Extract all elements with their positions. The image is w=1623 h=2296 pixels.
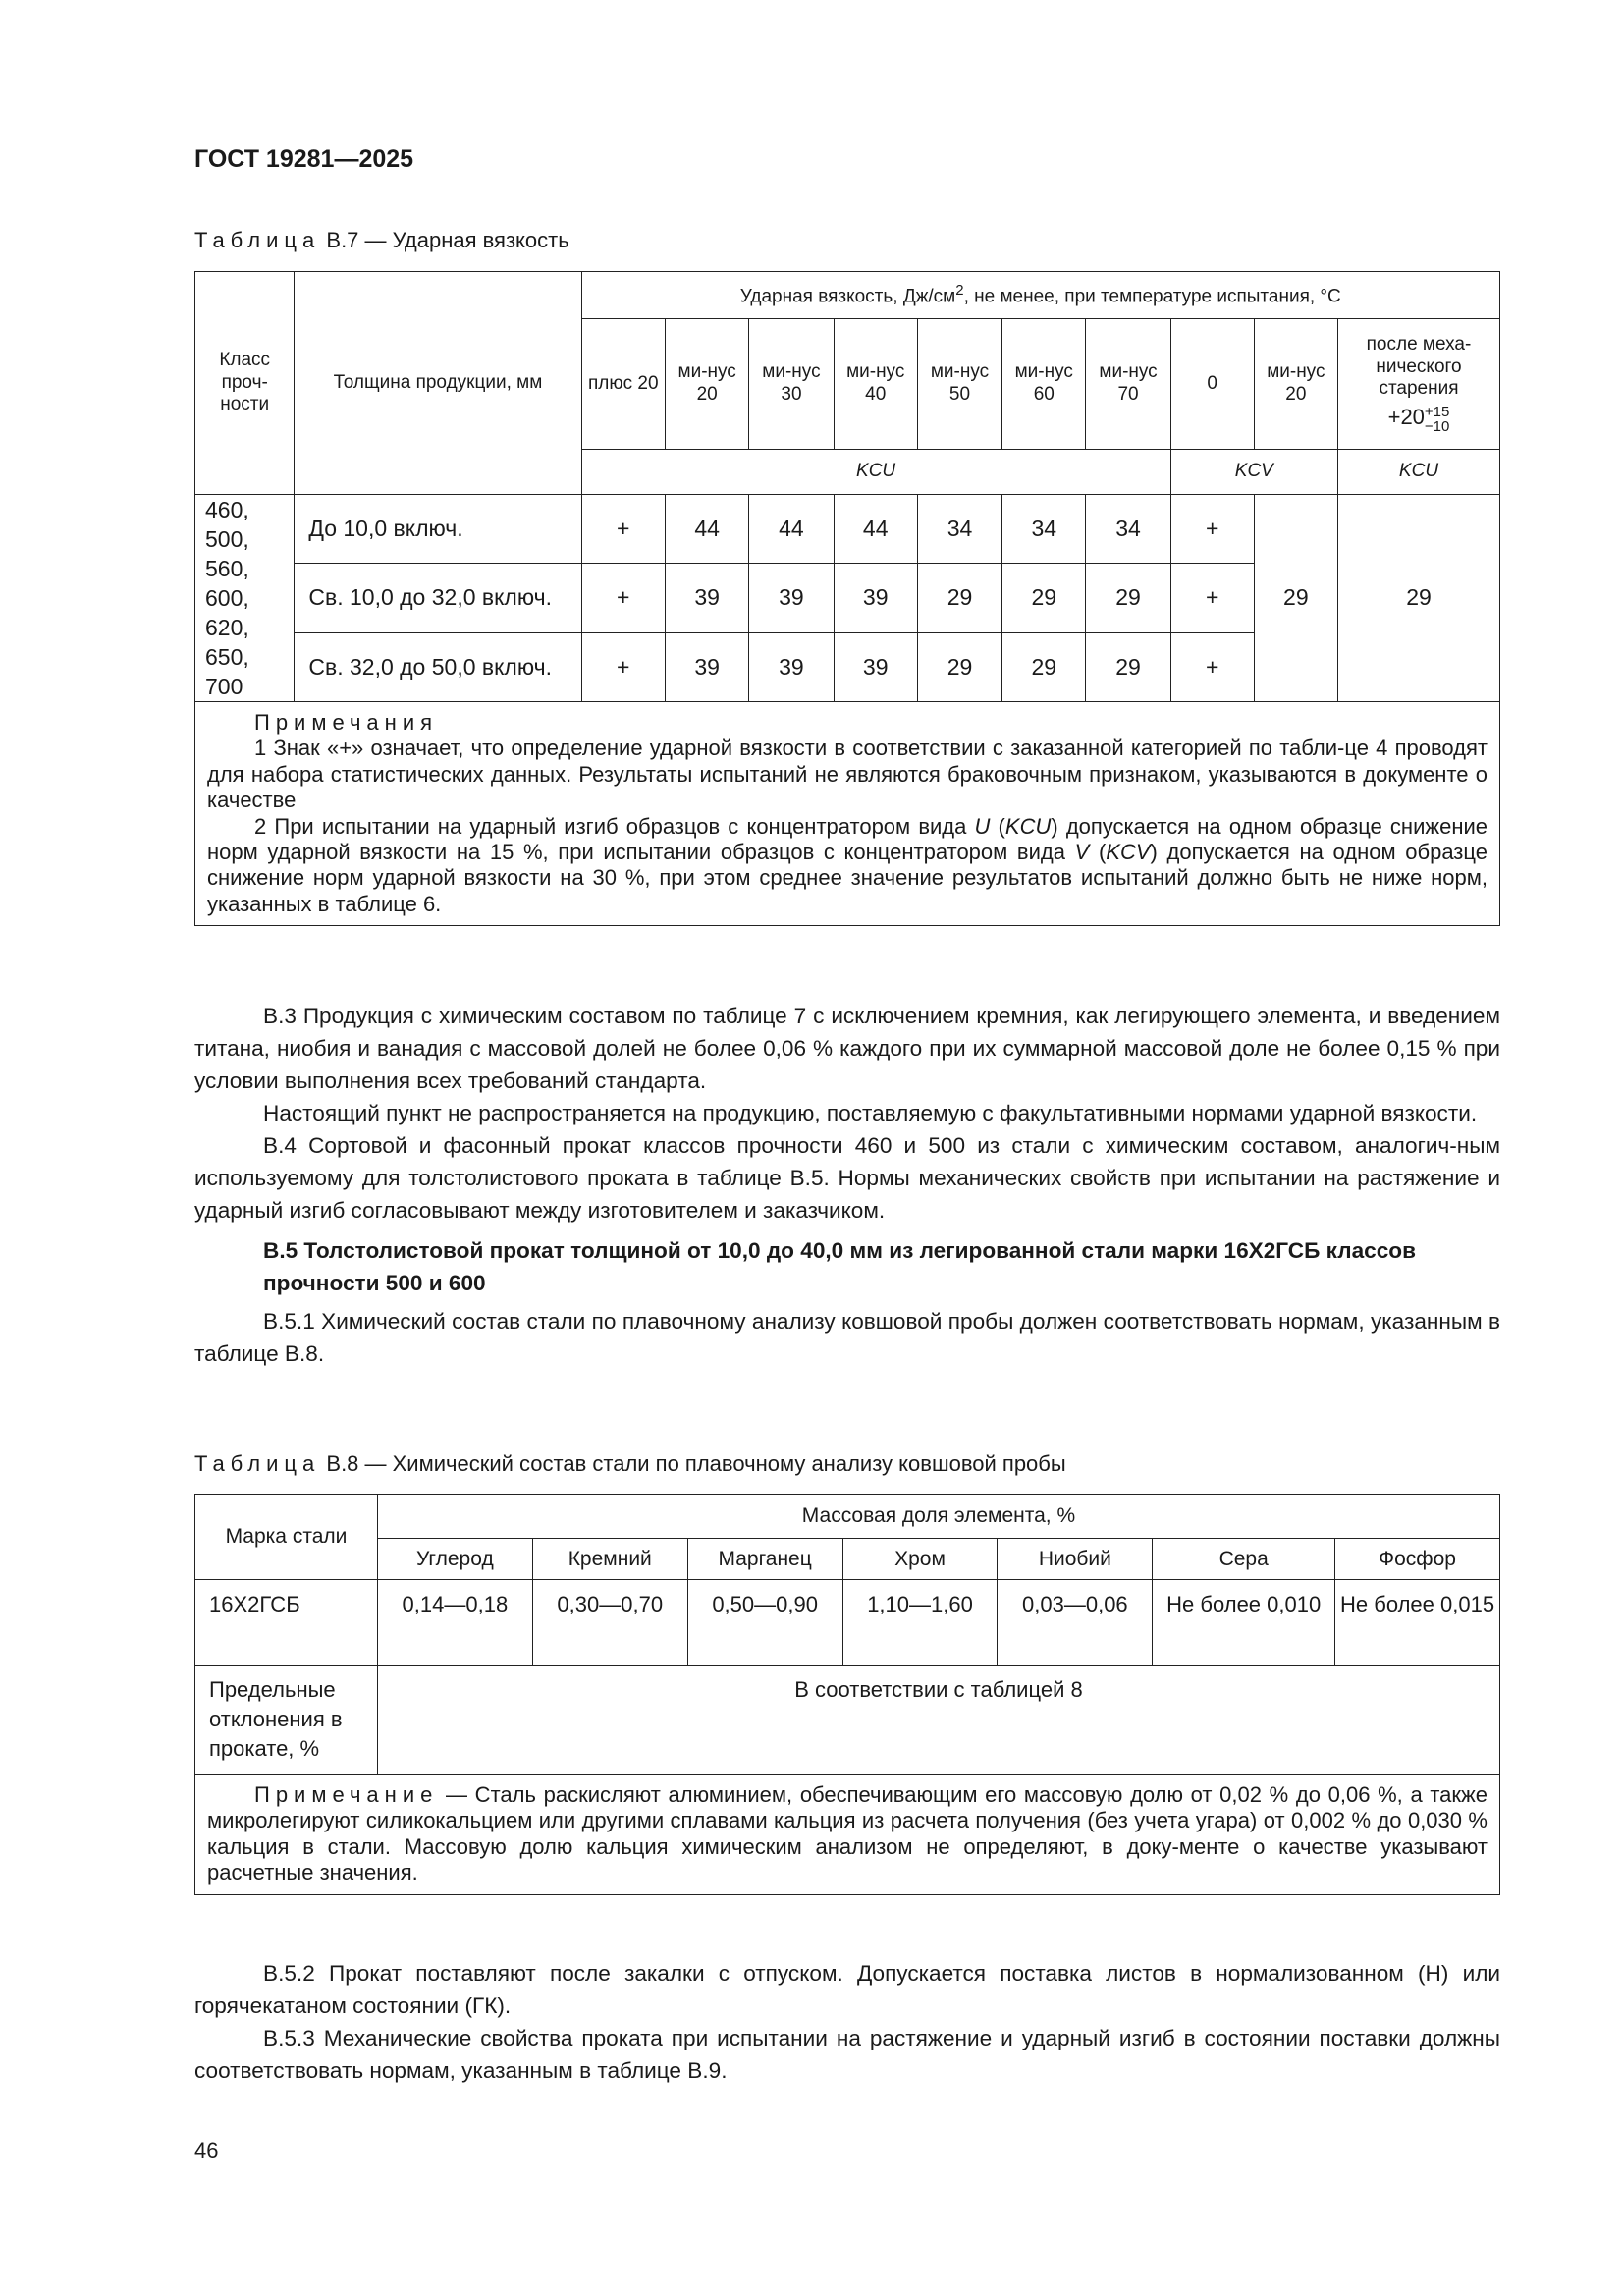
temp-header: ми-нус 20	[666, 319, 749, 450]
element-header: Хром	[842, 1539, 998, 1580]
caption-text: В.8 — Химический состав стали по плавочному анализу ковшовой пробы	[326, 1451, 1066, 1476]
value-cell: 29	[917, 632, 1001, 701]
thickness-cell: Св. 32,0 до 50,0 включ.	[295, 632, 581, 701]
caption-word: Таблица	[194, 1451, 321, 1476]
value-cell: 0,30—0,70	[532, 1580, 687, 1666]
value-cell: 39	[834, 632, 917, 701]
aged-value: 29	[1337, 495, 1499, 702]
impact-header: Ударная вязкость, $Дж/см^2$, не менее, при температуре испытания, °С	[581, 272, 1499, 319]
grade-header: Марка стали	[195, 1495, 378, 1580]
temp-header: ми-нус 20	[1254, 319, 1337, 450]
note-word: Примечание	[254, 1782, 439, 1807]
paragraph-b53: В.5.3 Механические свойства проката при испытании на растяжение и ударный изгиб в состоянии поставки должны соответствовать нормам, указанным в таблице В.9.	[194, 2026, 1500, 2083]
element-header: Ниобий	[998, 1539, 1153, 1580]
temp-header: ми-нус 50	[917, 319, 1001, 450]
table-b7-notes	[195, 702, 1500, 926]
deviation-value: В соответствии с таблицей 8	[377, 1666, 1499, 1775]
value-cell: 34	[1086, 495, 1170, 564]
caption-text: В.7 — Ударная вязкость	[326, 228, 569, 252]
value-cell: 29	[1002, 564, 1086, 632]
value-cell: 44	[666, 495, 749, 564]
temp-header: ми-нус 30	[749, 319, 834, 450]
mass-fraction-header: Массовая доля элемента, %	[377, 1495, 1499, 1539]
value-cell: 0,14—0,18	[377, 1580, 532, 1666]
value-cell: 44	[749, 495, 834, 564]
value-cell: +	[1170, 495, 1254, 564]
value-cell: 29	[917, 564, 1001, 632]
body-text-1	[194, 1000, 1500, 1370]
value-cell: 34	[917, 495, 1001, 564]
value-cell: 0,50—0,90	[687, 1580, 842, 1666]
heading-b5: В.5 Толстолистовой прокат толщиной от 10,0 до 40,0 мм из легированной стали марки 16Х2ГСБ классов прочности 500 и 600	[263, 1238, 1416, 1295]
value-cell: 29	[1086, 632, 1170, 701]
thickness-cell: До 10,0 включ.	[295, 495, 581, 564]
value-cell: Не более 0,015	[1335, 1580, 1500, 1666]
note-2: 2 При испытании на ударный изгиб образцов с концентратором вида U (KCU) допускается на одном образце снижение норм ударной вязкости на 15 %, при испытании образцов с концентратором вида V (KCV) допускается на одном образце снижение норм ударной вязкости на 30 %, при этом среднее значение результатов испытаний должно быть не ниже норм, указанных в таблице 6.	[207, 813, 1488, 916]
value-cell: 34	[1002, 495, 1086, 564]
value-cell: 39	[666, 632, 749, 701]
aged-header: после меха-нического старения +20 +15 −10	[1337, 319, 1499, 450]
value-cell: 39	[749, 632, 834, 701]
temp-header: ми-нус 40	[834, 319, 917, 450]
deviation-label: Предельные отклонения в прокате, %	[195, 1666, 378, 1775]
temp-header: 0	[1170, 319, 1254, 450]
temp-header: ми-нус 60	[1002, 319, 1086, 450]
table-b7-caption	[194, 228, 569, 253]
table-b8	[194, 1494, 1500, 1895]
value-cell: 39	[749, 564, 834, 632]
note-text: — Сталь раскисляют алюминием, обеспечивающим его массовую долю от 0,02 % до 0,06 %, а также микролегируют силикокальцием или другими сплавами кальция из расчета получения (без учета угара) от 0,002 % до 0,030 % кальция в стали. Массовую долю кальция химическим анализом не определяют, в доку-менте о качестве указывают расчетные значения.	[207, 1782, 1488, 1886]
page-number: 46	[194, 2138, 219, 2162]
temp-header: плюс 20	[581, 319, 666, 450]
class-values: 460, 500, 560, 600, 620, 650, 700	[195, 495, 295, 702]
kcv-minus20-value: 29	[1254, 495, 1337, 702]
value-cell: +	[581, 495, 666, 564]
value-cell: 44	[834, 495, 917, 564]
element-header: Фосфор	[1335, 1539, 1500, 1580]
value-cell: 0,03—0,06	[998, 1580, 1153, 1666]
paragraph-b51: В.5.1 Химический состав стали по плавочному анализу ковшовой пробы должен соответствовать нормам, указанным в таблице В.8.	[194, 1309, 1500, 1366]
notes-title: Примечания	[254, 710, 439, 735]
value-cell: 29	[1002, 632, 1086, 701]
caption-word: Таблица	[194, 228, 321, 252]
grade-cell: 16Х2ГСБ	[195, 1580, 378, 1666]
table-b7	[194, 271, 1500, 926]
value-cell: 29	[1086, 564, 1170, 632]
value-cell: 39	[834, 564, 917, 632]
value-cell: 1,10—1,60	[842, 1580, 998, 1666]
value-cell: Не более 0,010	[1153, 1580, 1335, 1666]
table-b8-caption	[194, 1451, 1066, 1477]
element-header: Марганец	[687, 1539, 842, 1580]
temp-header: ми-нус 70	[1086, 319, 1170, 450]
element-header: Кремний	[532, 1539, 687, 1580]
kcu-label: KCU	[1337, 450, 1499, 495]
note-1: 1 Знак «+» означает, что определение ударной вязкости в соответствии с заказанной категорией по табли-це 4 проводят для набора статистических данных. Результаты испытаний не являются браковочным признаком, указываются в документе о качестве	[207, 736, 1488, 813]
class-header: Класс проч-ности	[195, 272, 295, 495]
thickness-cell: Св. 10,0 до 32,0 включ.	[295, 564, 581, 632]
paragraph-b52: В.5.2 Прокат поставляют после закалки с отпуском. Допускается поставка листов в нормализованном (Н) или горячекатаном состоянии (ГК).	[194, 1961, 1500, 2018]
value-cell: +	[1170, 564, 1254, 632]
value-cell: 39	[666, 564, 749, 632]
value-cell: +	[581, 564, 666, 632]
value-cell: +	[1170, 632, 1254, 701]
kcv-label: KCV	[1170, 450, 1337, 495]
body-text-2	[194, 1957, 1500, 2087]
table-b8-note	[195, 1775, 1500, 1895]
paragraph-b3-note: Настоящий пункт не распространяется на продукцию, поставляемую с факультативными нормами ударной вязкости.	[263, 1101, 1478, 1125]
kcu-label: KCU	[581, 450, 1170, 495]
document-code: ГОСТ 19281—2025	[194, 145, 414, 173]
element-header: Сера	[1153, 1539, 1335, 1580]
element-header: Углерод	[377, 1539, 532, 1580]
value-cell: +	[581, 632, 666, 701]
paragraph-b3: В.3 Продукция с химическим составом по таблице 7 с исключением кремния, как легирующего элемента, и введением титана, ниобия и ванадия с массовой долей не более 0,06 % каждого при их суммарной массовой доле не более 0,15 % при условии выполнения всех требований стандарта.	[194, 1004, 1500, 1093]
paragraph-b4: В.4 Сортовой и фасонный прокат классов прочности 460 и 500 из стали с химическим составом, аналогич-ным используемому для толстолистового проката в таблице В.5. Нормы механических свойств при испытании на растяжение и ударный изгиб согласовывают между изготовителем и заказчиком.	[194, 1133, 1500, 1223]
thickness-header: Толщина продукции, мм	[295, 272, 581, 495]
